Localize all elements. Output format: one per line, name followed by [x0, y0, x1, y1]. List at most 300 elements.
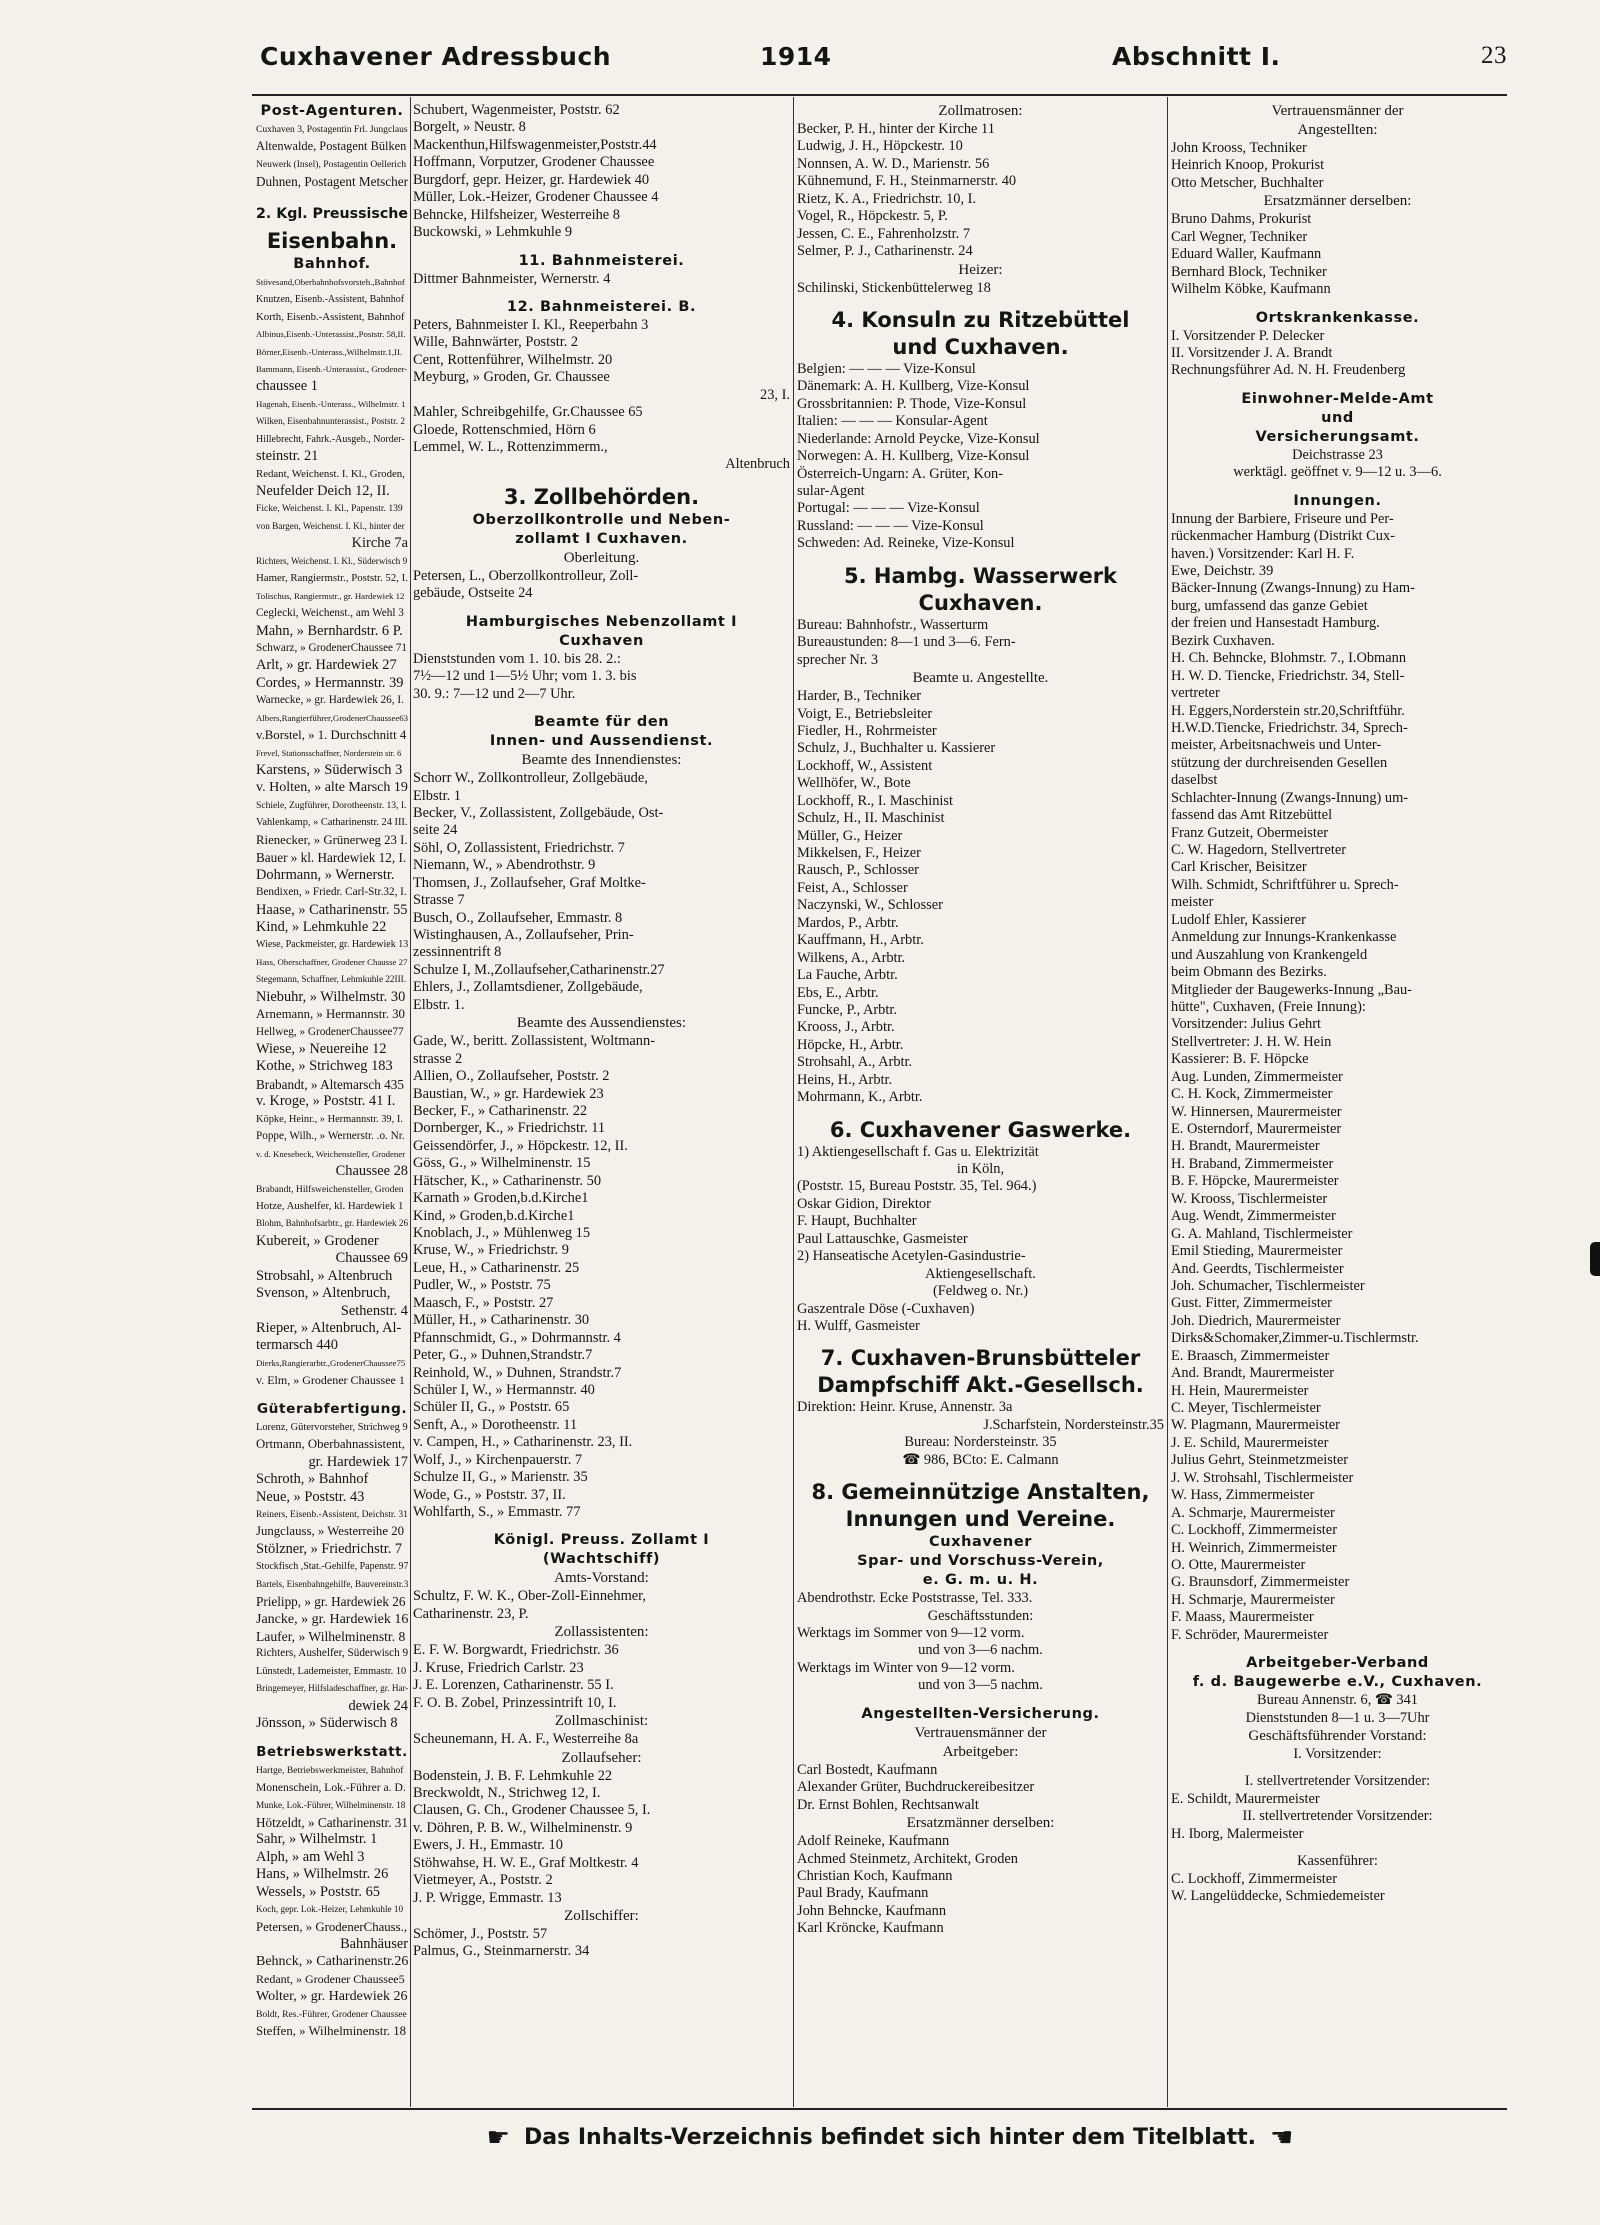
entry-line: Bruno Dahms, Prokurist [1171, 211, 1312, 228]
entry-line: H. Weinrich, Zimmermeister [1171, 1539, 1337, 1556]
entry-line: Deichstrasse 23 [1292, 446, 1383, 463]
entry-line: Bahnhäuser [340, 1936, 408, 1952]
column-3 [797, 102, 1164, 2102]
entry-line: Hass, Oberschaffner, Grodener Chausse 27 [256, 956, 408, 967]
entry-line: Knutzen, Eisenb.-Assistent, Bahnhof [256, 294, 405, 306]
entry-line: I. Vorsitzender: [1293, 1746, 1382, 1762]
subheading: Vertrauensmänner der [914, 1724, 1047, 1741]
entry-line: Allien, O., Zollaufseher, Poststr. 2 [413, 1068, 610, 1085]
section-heading: Post-Agenturen. [260, 103, 404, 119]
entry-line: seite 24 [413, 822, 458, 839]
entry-line: Belgien: — — — Vize-Konsul [797, 360, 976, 377]
entry-line: Rausch, P., Schlosser [797, 862, 919, 879]
entry-line: Svenson, » Altenbruch, [256, 1285, 391, 1302]
entry-line: F. O. B. Zobel, Prinzessintrift 10, I. [413, 1694, 617, 1711]
entry-line: Mohrmann, K., Arbtr. [797, 1089, 923, 1106]
entry-line: Müller, H., » Catharinenstr. 30 [413, 1312, 590, 1329]
entry-line: Brabandt, » Altemarsch 435 [256, 1076, 404, 1092]
entry-line: Pudler, W., » Poststr. 75 [413, 1277, 551, 1294]
entry-line: Strobsahl, » Altenbruch [256, 1267, 393, 1284]
entry-line: Elbstr. 1 [413, 787, 461, 804]
entry-line: Schroth, » Bahnhof [256, 1471, 369, 1488]
entry-line: Paul Brady, Kaufmann [797, 1885, 929, 1902]
entry-line: Dr. Ernst Bohlen, Rechtsanwalt [797, 1796, 979, 1813]
subheading: Ersatzmänner derselben: [1263, 193, 1412, 210]
spacer [1171, 1763, 1504, 1773]
entry-line: Carl Wegner, Techniker [1171, 228, 1308, 245]
entry-line: Schilinski, Stickenbüttelerweg 18 [797, 279, 991, 296]
entry-line: meister, Arbeitsnachweis und Unter- [1171, 737, 1382, 754]
entry-line: Leue, H., » Catharinenstr. 25 [413, 1259, 580, 1276]
scan-edge-mark [1590, 1242, 1600, 1276]
entry-line: Portugal: — — — Vize-Konsul [797, 500, 980, 517]
entry-line: Haase, » Catharinenstr. 55 [256, 901, 408, 918]
entry-line: Becker, V., Zollassistent, Zollgebäude, Ost- [413, 804, 664, 821]
section-heading: Königl. Preuss. Zollamt I [493, 1532, 710, 1549]
entry-line: Borgelt, » Neustr. 8 [413, 119, 526, 136]
entry-line: rückenmacher Hamburg (Distrikt Cux- [1171, 528, 1395, 545]
entry-line: in Köln, [956, 1161, 1005, 1177]
entry-line: Hagenah, Eisenb.-Unterass., Wilhelmstr. 1 [256, 398, 406, 409]
entry-line: Werktags im Sommer von 9—12 vorm. [797, 1625, 1025, 1641]
entry-line: v. Holten, » alte Marsch 19 [256, 780, 408, 796]
entry-line: Hoffmann, Vorputzer, Grodener Chaussee [413, 154, 655, 171]
entry-line: Chaussee 28 [335, 1163, 408, 1180]
entry-line: ☎ 986, BCto: E. Calmann [902, 1451, 1059, 1468]
entry-line: Russland: — — — Vize-Konsul [797, 517, 984, 534]
entry-line: Bodenstein, J. B. F. Lehmkuhle 22 [413, 1767, 613, 1784]
entry-line: Lünstedt, Lademeister, Emmastr. 10 [256, 1665, 407, 1677]
entry-line: Schlachter-Innung (Zwangs-Innung) um- [1171, 789, 1409, 806]
entry-line: Alexander Grüter, Buchdruckereibesitzer [797, 1779, 1035, 1796]
entry-line: H. Wulff, Gasmeister [797, 1317, 920, 1334]
entry-line: Redant, » Grodener Chaussee5 [256, 1971, 405, 1986]
entry-line: Österreich-Ungarn: A. Grüter, Kon- [797, 465, 1004, 482]
entry-line: Direktion: Heinr. Kruse, Annenstr. 3a [797, 1399, 1013, 1416]
entry-line: Prielipp, » gr. Hardewiek 26 [256, 1594, 406, 1610]
section-heading: Innen- und Aussendienst. [489, 733, 714, 750]
entry-line: Gade, W., beritt. Zollassistent, Woltmann- [413, 1033, 655, 1050]
entry-line: H. Brandt, Maurermeister [1171, 1138, 1320, 1155]
entry-line: Schwarz, » GrodenerChaussee 71 [256, 641, 407, 654]
entry-line: Höpcke, H., Arbtr. [797, 1036, 904, 1053]
entry-line: v. Kroge, » Poststr. 41 I. [256, 1093, 396, 1110]
entry-line: Bringemeyer, Hilfsladeschaffner, gr. Har- [256, 1683, 408, 1694]
entry-line: Reiners, Eisenb.-Assistent, Deichstr. 31 [256, 1508, 408, 1520]
entry-line: Ewers, J. H., Emmastr. 10 [413, 1837, 563, 1854]
entry-line: W. Plagmann, Maurermeister [1171, 1417, 1340, 1434]
entry-line: Hotze, Aushelfer, kl. Hardewiek 1 [256, 1199, 404, 1212]
entry-line: J. W. Strohsahl, Tischlermeister [1171, 1469, 1354, 1486]
entry-line: burg, umfassend das ganze Gebiet [1171, 597, 1368, 614]
entry-line: Gloede, Rottenschmied, Hörn 6 [413, 421, 596, 438]
entry-line: Richters, Weichenst. I. Kl., Süderwisch 9 [256, 555, 408, 566]
subheading: Beamte des Aussendienstes: [516, 1015, 687, 1032]
footer-note [340, 2118, 1440, 2158]
entry-line: Vorsitzender: Julius Gehrt [1171, 1016, 1322, 1033]
entry-line: Albinus,Eisenb.-Unterassist.,Poststr. 58,II. [256, 329, 406, 340]
entry-line: Bureau Annenstr. 6, ☎ 341 [1256, 1692, 1418, 1709]
column-1 [256, 102, 408, 2102]
entry-line: Ebs, E., Arbtr. [797, 984, 879, 1001]
entry-line: Jessen, C. E., Fahrenholzstr. 7 [797, 225, 971, 242]
section-heading: Güterabfertigung. [256, 1400, 408, 1417]
entry-line: Naczynski, W., Schlosser [797, 897, 943, 914]
entry-line: Bureaustunden: 8—1 und 3—6. Fern- [797, 634, 1016, 651]
entry-line: Eduard Waller, Kaufmann [1171, 246, 1322, 263]
entry-line: Senft, A., » Dorotheenstr. 11 [413, 1416, 578, 1433]
entry-line: Gust. Fitter, Zimmermeister [1171, 1295, 1332, 1312]
column-divider [793, 97, 794, 2107]
header-rule [252, 94, 1507, 96]
entry-line: 1) Aktiengesellschaft f. Gas u. Elektrizität [797, 1143, 1039, 1160]
entry-line: Schulze II, G., » Marienstr. 35 [413, 1469, 588, 1486]
entry-line: Kruse, W., » Friedrichstr. 9 [413, 1242, 569, 1259]
entry-line: Arnemann, » Hermannstr. 30 [256, 1007, 405, 1022]
entry-line: A. Schmarje, Maurermeister [1171, 1504, 1335, 1521]
entry-line: Achmed Steinmetz, Architekt, Groden [797, 1850, 1018, 1867]
entry-line: F. Haupt, Buchhalter [797, 1213, 917, 1230]
entry-line: E. Schildt, Maurermeister [1171, 1790, 1320, 1807]
entry-line: Joh. Diedrich, Maurermeister [1171, 1312, 1341, 1329]
entry-line: Hillebrecht, Fahrk.-Ausgeb., Norder- [256, 433, 405, 445]
subheading: Ersatzmänner derselben: [906, 1815, 1055, 1832]
entry-line: zessinnentrift 8 [413, 944, 502, 961]
entry-line: Niemann, W., » Abendrothstr. 9 [413, 857, 596, 874]
section-title: Cuxhaven. [918, 590, 1043, 615]
entry-line: Harder, B., Techniker [797, 688, 922, 705]
entry-line: Korth, Eisenb.-Assistent, Bahnhof [256, 310, 405, 323]
spacer [256, 191, 408, 201]
entry-line: Richters, Aushelfer, Süderwisch 9 [256, 1647, 408, 1660]
entry-line: Julius Gehrt, Steinmetzmeister [1171, 1452, 1349, 1469]
entry-line: W. Langelüddecke, Schmiedemeister [1171, 1888, 1385, 1905]
entry-line: Sahr, » Wilhelmstr. 1 [256, 1831, 378, 1848]
entry-line: Wille, Bahnwärter, Poststr. 2 [413, 334, 579, 351]
entry-line: (Feldweg o. Nr.) [932, 1283, 1029, 1300]
entry-line: H. Braband, Zimmermeister [1171, 1155, 1334, 1172]
spacer [797, 1107, 1164, 1117]
section-title: 8. Gemeinnützige Anstalten, [811, 1480, 1150, 1505]
subheading: Zollmatrosen: [938, 103, 1023, 119]
entry-line: Warnecke, » gr. Hardewiek 26, I. [256, 694, 404, 707]
entry-line: Karnath » Groden,b.d.Kirche1 [413, 1190, 589, 1207]
section-title: 6. Cuxhavener Gaswerke. [829, 1117, 1132, 1142]
entry-line: Niederlande: Arnold Peycke, Vize-Konsul [797, 430, 1040, 447]
entry-line: Göss, G., » Wilhelminenstr. 15 [413, 1155, 591, 1172]
section-title: und Cuxhaven. [892, 334, 1069, 359]
entry-line: Norwegen: A. H. Kullberg, Vize-Konsul [797, 448, 1030, 465]
section-heading: Angestellten-Versicherung. [861, 1705, 1100, 1722]
entry-line: O. Otte, Maurermeister [1171, 1556, 1306, 1573]
entry-line: Schiele, Zugführer, Dorotheenstr. 13, I. [256, 799, 407, 811]
entry-line: C. Lockhoff, Zimmermeister [1171, 1522, 1337, 1539]
entry-line: Arlt, » gr. Hardewiek 27 [256, 657, 397, 674]
entry-line: H.W.D.Tiencke, Friedrichstr. 34, Sprech- [1171, 719, 1408, 736]
entry-line: Cent, Rottenführer, Wilhelmstr. 20 [413, 351, 613, 368]
entry-line: H. Eggers,Norderstein str.20,Schriftführ. [1171, 702, 1405, 719]
footer-text: Das Inhalts-Verzeichnis befindet sich hinter dem Titelblatt. [523, 2125, 1256, 2150]
entry-line: Hans, » Wilhelmstr. 26 [256, 1866, 389, 1883]
entry-line: Bammann, Eisenb.-Unterassist., Grodener- [256, 363, 408, 374]
entry-line: termarsch 440 [256, 1337, 338, 1354]
entry-line: J. P. Wrigge, Emmastr. 13 [413, 1889, 562, 1906]
entry-line: v. d. Knesebeck, Weichensteller, Grodener [256, 1148, 406, 1159]
entry-line: Carl Bostedt, Kaufmann [797, 1761, 938, 1778]
section-heading: Oberzollkontrolle und Neben- [472, 511, 731, 528]
section-heading: Arbeitgeber-Verband [1246, 1655, 1429, 1672]
footer-rule [252, 2108, 1507, 2110]
entry-line: Bureau: Bahnhofstr., Wasserturm [797, 616, 989, 633]
column-2 [413, 102, 790, 2102]
entry-line: Ewe, Deichstr. 39 [1171, 563, 1274, 579]
entry-line: Mitglieder der Baugewerks-Innung „Bau- [1171, 981, 1412, 998]
pointing-hand-left-icon: ☚ [1270, 2123, 1294, 2153]
entry-line: Mahler, Schreibgehilfe, Gr.Chaussee 65 [413, 404, 643, 421]
entry-line: Niebuhr, » Wilhelmstr. 30 [256, 988, 406, 1005]
entry-line: Behncke, Hilfsheizer, Westerreihe 8 [413, 206, 620, 223]
subheading: Arbeitgeber: [942, 1743, 1019, 1760]
entry-line: Krooss, J., Arbtr. [797, 1019, 895, 1036]
entry-line: Altenwalde, Postagent Bülken [256, 139, 407, 154]
section-heading: Beamte für den [533, 714, 670, 731]
page-number: 23 [1481, 42, 1507, 69]
entry-line: Peters, Bahnmeister I. Kl., Reeperbahn 3 [413, 316, 649, 333]
entry-line: haven.) Vorsitzender: Karl H. F. [1171, 545, 1355, 562]
entry-line: Paul Lattauschke, Gasmeister [797, 1230, 968, 1247]
entry-line: Rietz, K. A., Friedrichstr. 10, I. [797, 190, 977, 207]
entry-line: Heins, H., Arbtr. [797, 1071, 893, 1088]
entry-line: Mahn, » Bernhardstr. 6 P. [256, 622, 403, 639]
section-heading: Versicherungsamt. [1255, 428, 1420, 445]
subheading: Zollaufseher: [561, 1749, 642, 1766]
entry-line: Stockfisch ,Stat.-Gehilfe, Papenstr. 97 [256, 1561, 408, 1573]
entry-line: Tolischus, Rangiermstr., gr. Hardewiek 12 [256, 590, 405, 601]
spacer [797, 553, 1164, 563]
entry-line: Karl Kröncke, Kaufmann [797, 1920, 944, 1937]
section-heading: Spar- und Vorschuss-Verein, [857, 1553, 1104, 1570]
entry-line: Catharinenstr. 23, P. [413, 1605, 529, 1622]
entry-line: Bureau: Nordersteinstr. 35 [904, 1434, 1057, 1451]
entry-line: Kind, » Groden,b.d.Kirche1 [413, 1207, 575, 1224]
subheading: Vertrauensmänner der [1271, 103, 1404, 119]
entry-line: Stövesand,Oberbahnhofsvorsteh.,Bahnhof [256, 276, 405, 287]
spacer [1171, 482, 1504, 492]
entry-line: Frevel, Stationsschaffner, Norderstein str. 6 [256, 748, 402, 758]
entry-line: Baustian, W., » gr. Hardewiek 23 [413, 1085, 604, 1102]
entry-line: chaussee 1 [256, 378, 318, 395]
entry-line: steinstr. 21 [256, 448, 319, 465]
entry-line: Abendrothstr. Ecke Poststrasse, Tel. 333. [797, 1590, 1033, 1607]
entry-line: Petersen, L., Oberzollkontrolleur, Zoll- [413, 567, 639, 584]
entry-line: Thomsen, J., Zollaufseher, Graf Moltke- [413, 874, 646, 891]
entry-line: H. W. D. Tiencke, Friedrichstr. 34, Stell- [1171, 667, 1405, 684]
entry-line: Duhnen, Postagent Metscher [256, 174, 408, 190]
spacer [1171, 299, 1504, 309]
entry-line: II. stellvertretender Vorsitzender: [1242, 1808, 1433, 1825]
entry-line: Neufelder Deich 12, II. [256, 483, 390, 499]
entry-line: Müller, G., Heizer [797, 827, 903, 844]
entry-line: gebäude, Ostseite 24 [413, 585, 533, 602]
entry-line: Strasse 7 [413, 892, 465, 909]
spacer [413, 1521, 790, 1531]
entry-line: Jönsson, » Süderwisch 8 [256, 1715, 398, 1732]
entry-line: Wellhöfer, W., Bote [797, 775, 911, 792]
entry-line: Altenbruch [725, 456, 790, 473]
entry-line: Steffen, » Wilhelminenstr. 18 [256, 2024, 407, 2039]
entry-line: Stöhwahse, H. W. E., Graf Moltkestr. 4 [413, 1854, 639, 1871]
entry-line: Geissendörfer, J., » Höpckestr. 12, II. [413, 1137, 628, 1154]
section-title: Dampfschiff Akt.-Gesellsch. [817, 1373, 1144, 1398]
entry-line: Schulz, J., Buchhalter u. Kassierer [797, 740, 996, 757]
section-heading: Innungen. [1293, 492, 1382, 509]
section-heading: Betriebswerkstatt. [256, 1744, 408, 1760]
entry-line: Kirche 7a [351, 535, 408, 552]
entry-line: Lemmel, W. L., Rottenzimmerm., [413, 439, 608, 455]
subheading: Heizer: [958, 261, 1003, 278]
entry-line: Dittmer Bahnmeister, Wernerstr. 4 [413, 270, 611, 287]
entry-line: John Krooss, Techniker [1171, 140, 1307, 156]
entry-line: H. Hein, Maurermeister [1171, 1382, 1309, 1399]
entry-line: Brabandt, Hilfsweichensteller, Groden [256, 1183, 404, 1195]
subheading: Amts-Vorstand: [554, 1570, 649, 1587]
entry-line: Vahlenkamp, » Catharinenstr. 24 III. [256, 817, 408, 829]
entry-line: sular-Agent [797, 483, 865, 499]
entry-line: Behnck, » Catharinenstr.26 [256, 1954, 408, 1970]
entry-line: Wode, G., » Poststr. 37, II. [413, 1486, 566, 1503]
entry-line: Voigt, E., Betriebsleiter [797, 705, 933, 722]
section-heading: Cuxhaven [559, 632, 644, 649]
entry-line: Hötzeldt, » Catharinenstr. 31 [256, 1814, 408, 1830]
section-heading: Ortskrankenkasse. [1255, 309, 1420, 326]
entry-line: Schultz, F. W. K., Ober-Zoll-Einnehmer, [413, 1588, 646, 1605]
entry-line: Bezirk Cuxhaven. [1171, 632, 1275, 649]
entry-line: Wilh. Schmidt, Schriftführer u. Sprech- [1171, 876, 1399, 893]
entry-line: Dornberger, K., » Friedrichstr. 11 [413, 1120, 606, 1137]
entry-line: Heinrich Knoop, Prokurist [1171, 157, 1325, 174]
column-divider [1167, 97, 1168, 2107]
section-title: Innungen und Vereine. [845, 1507, 1116, 1532]
entry-line: Lockhoff, W., Assistent [797, 757, 933, 774]
entry-line: Busch, O., Zollaufseher, Emmastr. 8 [413, 909, 623, 926]
entry-line: Schömer, J., Poststr. 57 [413, 1926, 548, 1942]
entry-line: Joh. Schumacher, Tischlermeister [1171, 1277, 1365, 1294]
entry-line: Mackenthun,Hilfswagenmeister,Poststr.44 [413, 136, 657, 153]
entry-line: Mikkelsen, F., Heizer [797, 845, 921, 861]
entry-line: Karstens, » Süderwisch 3 [256, 762, 403, 778]
entry-line: Vogel, R., Höpckestr. 5, P. [797, 208, 948, 225]
entry-line: Monenschein, Lok.-Führer a. D. [256, 1781, 406, 1795]
entry-line: Pfannschmidt, G., » Dohrmannstr. 4 [413, 1329, 621, 1346]
section-heading: f. d. Baugewerbe e.V., Cuxhaven. [1192, 1674, 1483, 1691]
entry-line: J. Kruse, Friedrich Carlstr. 23 [413, 1659, 584, 1676]
entry-line: Rechnungsführer Ad. N. H. Freudenberg [1171, 362, 1406, 379]
running-title: Cuxhavener Adressbuch [260, 42, 612, 71]
entry-line: Hamer, Rangiermstr., Poststr. 52, I. [256, 572, 408, 585]
entry-line: Elbstr. 1. [413, 996, 465, 1013]
entry-line: Wiese, » Neuereihe 12 [256, 1041, 387, 1057]
entry-line: Kubereit, » Grodener [256, 1232, 379, 1249]
entry-line: Ficke, Weichenst. I. Kl., Papenstr. 139 [256, 503, 403, 515]
entry-line: Dienststunden 8—1 u. 3—7Uhr [1245, 1709, 1430, 1726]
entry-line: Petersen, » GrodenerChauss., [256, 1919, 408, 1934]
spacer [797, 1469, 1164, 1479]
entry-line: Bernhard Block, Techniker [1171, 263, 1327, 280]
entry-line: Schulze I, M.,Zollaufseher,Catharinenstr.27 [413, 961, 665, 978]
entry-line: Oskar Gidion, Direktor [797, 1195, 931, 1212]
entry-line: Neue, » Poststr. 43 [256, 1488, 365, 1505]
entry-line: G. A. Mahland, Tischlermeister [1171, 1225, 1353, 1242]
entry-line: v. Döhren, P. B. W., Wilhelminenstr. 9 [413, 1819, 633, 1836]
entry-line: John Behncke, Kaufmann [797, 1902, 947, 1919]
entry-line: Schüler II, G., » Poststr. 65 [413, 1399, 570, 1416]
entry-line: Maasch, F., » Poststr. 27 [413, 1294, 554, 1311]
entry-line: Aug. Lunden, Zimmermeister [1171, 1068, 1343, 1085]
section-title: 3. Zollbehörden. [503, 484, 700, 509]
subheading: Beamte u. Angestellte. [912, 670, 1049, 687]
entry-line: Carl Krischer, Beisitzer [1171, 859, 1307, 876]
entry-line: Börner,Eisenb.-Unterass.,Wilhelmstr.1,II. [256, 346, 403, 357]
entry-line: Stölzner, » Friedrichstr. 7 [256, 1540, 403, 1557]
entry-line: Adolf Reineke, Kaufmann [797, 1833, 950, 1850]
entry-line: Wolf, J., » Kirchenpauerstr. 7 [413, 1451, 583, 1468]
entry-line: Ludolf Ehler, Kassierer [1171, 911, 1306, 928]
entry-line: Clausen, G. Ch., Grodener Chaussee 5, I. [413, 1802, 651, 1819]
entry-line: F. Schröder, Maurermeister [1171, 1626, 1329, 1643]
entry-line: C. W. Hagedorn, Stellvertreter [1171, 842, 1347, 858]
entry-line: Poppe, Wilh., » Wernerstr. .o. Nr. [256, 1130, 405, 1143]
subheading: Zollschiffer: [564, 1908, 639, 1924]
entry-line: Schubert, Wagenmeister, Poststr. 62 [413, 102, 620, 118]
section-heading: Cuxhavener [928, 1534, 1033, 1551]
entry-line: daselbst [1171, 772, 1218, 789]
running-year: 1914 [760, 42, 832, 71]
entry-line: Hätscher, K., » Catharinenstr. 50 [413, 1172, 602, 1189]
entry-line: Anmeldung zur Innungs-Krankenkasse [1171, 929, 1397, 946]
entry-line: H. Schmarje, Maurermeister [1171, 1591, 1335, 1608]
entry-line: E. Braasch, Zimmermeister [1171, 1347, 1330, 1364]
entry-line: Lorenz, Gütervorsteher, Strichweg 9 [256, 1421, 408, 1433]
entry-line: Wiese, Packmeister, gr. Hardewiek 13 [256, 939, 408, 951]
entry-line: sprecher Nr. 3 [797, 651, 879, 668]
section-title: 5. Hambg. Wasserwerk [843, 563, 1118, 588]
entry-line: Nonnsen, A. W. D., Marienstr. 56 [797, 155, 990, 172]
entry-line: von Bargen, Weichenst. I. Kl., hinter der [256, 520, 405, 531]
section-title: 4. Konsuln zu Ritzebüttel [831, 307, 1130, 332]
entry-line: Ludwig, J. H., Höpckestr. 10 [797, 138, 963, 155]
entry-line: Schweden: Ad. Reineke, Vize-Konsul [797, 535, 1015, 552]
section-heading: (Wachtschiff) [542, 1551, 661, 1568]
entry-line: Wilken, Eisenbahnunterassist., Poststr. 2 [256, 416, 405, 427]
entry-line: Redant, Weichenst. I. Kl., Groden, [256, 467, 405, 480]
entry-line: Palmus, G., Steinmarnerstr. 34 [413, 1943, 590, 1960]
entry-line: W. Hass, Zimmermeister [1171, 1487, 1315, 1504]
entry-line: Buckowski, » Lehmkuhle 9 [413, 224, 573, 241]
entry-line: Christian Koch, Kaufmann [797, 1867, 953, 1884]
entry-line: Albers,Rangierführer,GrodenerChaussee63 [256, 712, 408, 723]
section-heading: und [1321, 409, 1354, 426]
subheading: Geschäftsführender Vorstand: [1248, 1728, 1427, 1744]
spacer [256, 1733, 408, 1743]
spacer [413, 603, 790, 613]
entry-line: Dänemark: A. H. Kullberg, Vize-Konsul [797, 378, 1030, 395]
entry-line: La Fauche, Arbtr. [797, 967, 898, 984]
entry-line: Dierks,Rangierarbtr.,GrodenerChaussee75 [256, 1357, 406, 1368]
entry-line: (Poststr. 15, Bureau Poststr. 35, Tel. 964.) [797, 1178, 1037, 1195]
entry-line: Kind, » Lehmkuhle 22 [256, 918, 387, 935]
entry-line: Wolter, » gr. Hardewiek 26 [256, 1989, 408, 2005]
entry-line: 7½—12 und 1—5½ Uhr; vom 1. 3. bis [413, 668, 637, 685]
